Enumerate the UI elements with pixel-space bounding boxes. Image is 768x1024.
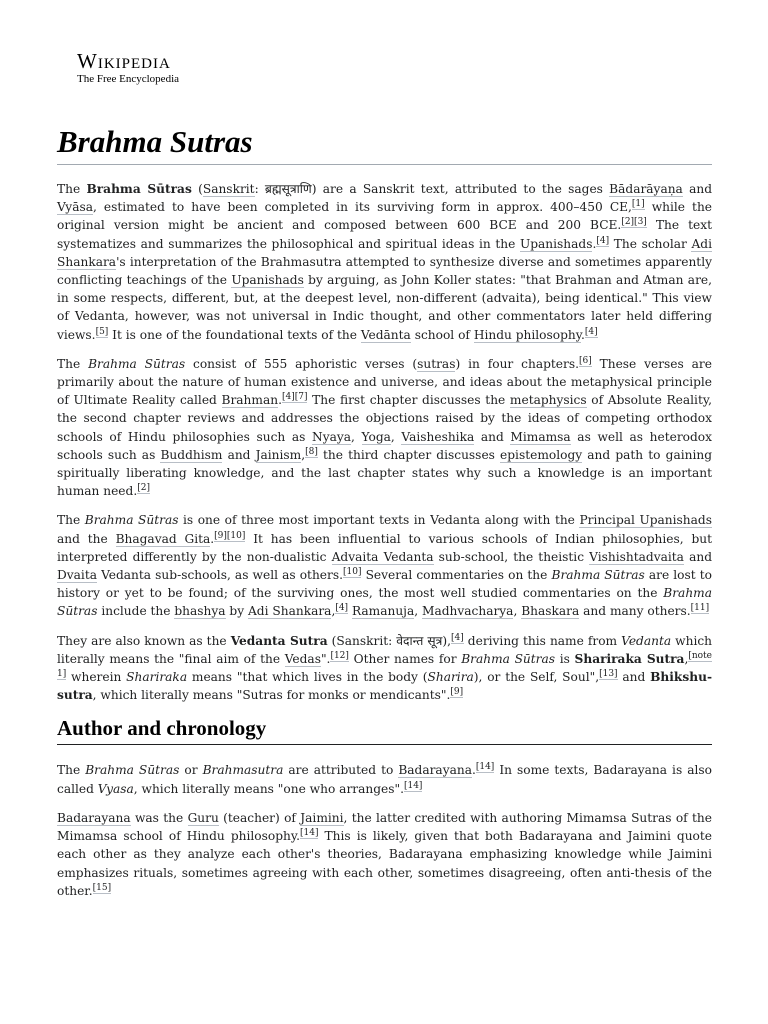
link-yoga[interactable]: Yoga (361, 429, 391, 444)
text: These verses are primarily about the nature of human existence and universe, and ideas about the metaphysical principle of Ultimate Reality called (57, 356, 712, 408)
text: Other names for (348, 651, 462, 666)
text: school of (410, 327, 474, 342)
citation[interactable]: [4] (451, 632, 464, 643)
link-jainism[interactable]: Jainism (255, 447, 302, 462)
text: the third chapter discusses (317, 447, 501, 462)
logo-subtitle: The Free Encyclopedia (77, 73, 180, 85)
text: 's interpretation of the Brahmasutra attempted to synthesize diverse and sometimes apparently conflicting teachings of the (57, 254, 712, 288)
text: was the (130, 810, 188, 825)
text: is (555, 651, 575, 666)
citation[interactable]: [4] (584, 326, 598, 337)
paragraph-names (57, 632, 712, 705)
text: sub-school, the theistic (433, 549, 590, 564)
article-body (57, 180, 712, 911)
text: . (581, 327, 585, 342)
text: and (222, 447, 256, 462)
link-guru[interactable]: Guru (187, 810, 219, 825)
link-jaimini[interactable]: Jaimini (300, 810, 344, 825)
citation[interactable]: [2] (137, 483, 150, 494)
italic-term: Brahma Sūtras (88, 356, 186, 371)
link-sanskrit[interactable]: Sanskrit (202, 182, 255, 196)
link-vedas[interactable]: Vedas (284, 651, 321, 666)
italic-term: Vyasa (97, 781, 134, 796)
paragraph-structure (57, 355, 712, 501)
text: , (414, 604, 422, 619)
text: are lost to history or yet to be found; of the surviving ones, the most well studied commentaries on the (57, 568, 713, 601)
link-bhaskara[interactable]: Bhaskara (521, 604, 580, 619)
link-principal-upanishads[interactable]: Principal Upanishads (579, 513, 712, 528)
paragraph-intro (57, 180, 712, 344)
citation[interactable]: [5] (95, 326, 109, 337)
citation[interactable]: [2][3] (621, 217, 647, 228)
text: , (301, 447, 306, 462)
link-upanishads[interactable]: Upanishads (519, 236, 593, 251)
text: , (331, 604, 336, 619)
text: The (57, 513, 85, 528)
text: , which literally means "Sutras for monks or mendicants". (92, 688, 451, 703)
citation[interactable]: [12] (330, 650, 349, 661)
link-badarayana[interactable]: Bādarāyaṇa (609, 182, 683, 196)
text: which literally means the "final aim of the (57, 633, 713, 666)
section-heading: Author and chronology (57, 716, 712, 745)
link-vedanta[interactable]: Vedānta (360, 327, 411, 342)
text: while the original version might be ancient and composed between 600 BCE and 200 BCE. (57, 200, 713, 233)
citation[interactable]: [14] (300, 828, 319, 839)
link-adi-shankara[interactable]: Adi Shankara (57, 236, 712, 269)
link-metaphysics[interactable]: metaphysics (509, 393, 587, 408)
link-badarayana[interactable]: Badarayana (57, 810, 131, 825)
text: wherein (66, 670, 127, 685)
text: , which literally means "one who arranges". (133, 781, 404, 796)
text: include the (97, 604, 175, 619)
text: : ब्रह्मसूत्राणि) are a Sanskrit text, attributed to the sages (254, 182, 610, 196)
text: is one of three most important texts in Vedanta along with the (178, 513, 580, 528)
link-brahman[interactable]: Brahman (221, 393, 279, 408)
text: . (471, 763, 476, 778)
text: , estimated to have been completed in its surviving form in approx. 400–450 CE, (92, 200, 632, 215)
link-mimamsa[interactable]: Mimamsa (510, 429, 571, 444)
text: ) in four chapters. (455, 356, 579, 371)
italic-term: Sharira (427, 670, 474, 685)
text: . (278, 393, 282, 408)
text: and (617, 670, 651, 685)
italic-term: Brahma Sūtras (461, 651, 556, 666)
citation[interactable]: [8] (305, 446, 318, 457)
link-adi-shankara[interactable]: Adi Shankara (248, 604, 332, 619)
wikipedia-logo[interactable] (77, 50, 179, 85)
italic-term: Brahma Sūtras (57, 586, 712, 619)
italic-term: Brahmasutra (202, 763, 284, 778)
bold-term: Vedanta Sutra (230, 633, 328, 648)
text: are attributed to (283, 763, 399, 778)
paragraph-author (57, 761, 712, 797)
text: The first chapter discusses the (307, 393, 510, 408)
logo-title: Wikipedia (77, 49, 171, 73)
italic-term: Shariraka (126, 670, 188, 685)
text: deriving this name from (463, 633, 622, 648)
italic-term: Brahma Sūtras (84, 513, 179, 528)
text: and (474, 429, 511, 444)
text: and path to gaining spiritually liberating knowledge, and the last chapter states why such a knowledge is an important human need. (57, 447, 713, 499)
citation[interactable]: [14] (403, 780, 423, 791)
note-reference[interactable]: [note 1] (57, 650, 712, 680)
text: ), or the Self, Soul", (473, 670, 600, 685)
page-title: Brahma Sutras (57, 124, 712, 165)
citation[interactable]: [6] (578, 355, 592, 366)
text: Vedanta sub-schools, as well as others. (96, 568, 343, 583)
text: as well as heterodox schools such as (57, 429, 712, 462)
link-ramanuja[interactable]: Ramanuja (351, 604, 415, 619)
link-badarayana[interactable]: Badarayana (398, 763, 472, 778)
link-vyasa[interactable]: Vyāsa (57, 200, 93, 215)
citation[interactable]: [9] (450, 687, 464, 698)
link-bhagavad-gita[interactable]: Bhagavad Gita (115, 531, 211, 546)
paragraph-importance (57, 511, 712, 620)
text: or (179, 763, 203, 778)
text: and the (57, 531, 116, 546)
text: , (513, 604, 522, 619)
text: They are also known as the (57, 633, 231, 648)
link-epistemology[interactable]: epistemology (500, 447, 583, 462)
text: . (592, 236, 597, 251)
text: Several commentaries on the (361, 568, 552, 583)
text: It has been influential to various schools of Indian philosophies, but interpreted differently by the non-dualistic (57, 531, 713, 564)
link-nyaya[interactable]: Nyaya (312, 429, 352, 444)
text: of Absolute Reality, the second chapter reviews and addresses the objections raised by the ideas of competing orthodox schools of Hindu philosophies such as (57, 393, 712, 444)
bold-term: Bhikshu-sutra (57, 670, 713, 703)
text: means "that which lives in the body ( (187, 670, 428, 685)
italic-term: Brahma Sūtras (85, 763, 180, 778)
citation[interactable]: [10] (342, 567, 362, 577)
text: The scholar (609, 236, 692, 251)
link-hindu-philosophy[interactable]: Hindu philosophy (473, 327, 582, 342)
text: The (57, 182, 87, 196)
text: In some texts, Badarayana is also called (57, 763, 712, 796)
link-advaita-vedanta[interactable]: Advaita Vedanta (331, 549, 434, 564)
bold-term: Brahma Sūtras (86, 182, 192, 196)
citation[interactable]: [14] (475, 762, 495, 773)
text: and (683, 549, 712, 564)
text: This is likely, given that both Badarayana and Jaimini quote each other as they analyze each other's theories, Badarayana emphasizing knowledge while Jaimini emphasizes rituals, sometimes agreeing with each other, sometimes disagreeing, often anti-thesis of the other. (57, 829, 712, 898)
text: , the latter credited with authoring Mimamsa Sutras of the Mimamsa school of Hindu philosophy. (57, 810, 712, 844)
italic-term: Brahma Sūtras (551, 568, 645, 583)
italic-term: Vedanta (621, 633, 672, 648)
link-dvaita[interactable]: Dvaita (57, 568, 97, 583)
text: The (57, 356, 89, 371)
link-sutras[interactable]: sutras (417, 356, 456, 371)
text: , (390, 429, 402, 444)
citation[interactable]: [9][10] (214, 530, 246, 541)
citation[interactable]: [15] (92, 882, 112, 893)
link-upanishads[interactable]: Upanishads (231, 273, 304, 288)
text: and (682, 182, 712, 196)
link-vaisheshika[interactable]: Vaisheshika (401, 429, 475, 444)
link-buddhism[interactable]: Buddhism (160, 447, 223, 462)
citation[interactable]: [4] (335, 603, 349, 614)
text: . (210, 531, 215, 546)
text: The text systematizes and summarizes the philosophical and spiritual ideas in the (57, 218, 712, 251)
link-vishishtadvaita[interactable]: Vishishtadvaita (589, 549, 684, 564)
paragraph-jaimini (57, 809, 712, 900)
link-madhvacharya[interactable]: Madhvacharya (421, 604, 514, 619)
text: It is one of the foundational texts of the (108, 327, 361, 342)
citation[interactable]: [4] (596, 235, 610, 246)
text: (teacher) of (218, 810, 301, 825)
bold-term: Shariraka Sutra (574, 651, 685, 666)
citation[interactable]: [13] (599, 669, 618, 680)
text: ( (191, 182, 203, 196)
citation[interactable]: [11] (690, 603, 710, 614)
text: by arguing, as John Koller states: "that Brahman and Atman are, in some respects, different, but, at the deepest level, non-different (advaita), being identical." This view of Vedanta, however, was not universal in Indic thought, and other commentators later held differing views. (57, 273, 712, 342)
text: , (351, 429, 362, 444)
citation[interactable]: [1] (631, 199, 645, 210)
text: (Sanskrit: वेदान्त सूत्र), (327, 633, 452, 648)
text: by (225, 604, 248, 619)
text: consist of 555 aphoristic verses ( (185, 356, 418, 371)
text: and many others. (579, 604, 691, 619)
text: The (57, 763, 86, 778)
text: , (684, 651, 689, 666)
link-bhashya[interactable]: bhashya (174, 604, 226, 619)
text: ". (320, 651, 331, 666)
citation[interactable]: [4][7] (281, 392, 308, 403)
